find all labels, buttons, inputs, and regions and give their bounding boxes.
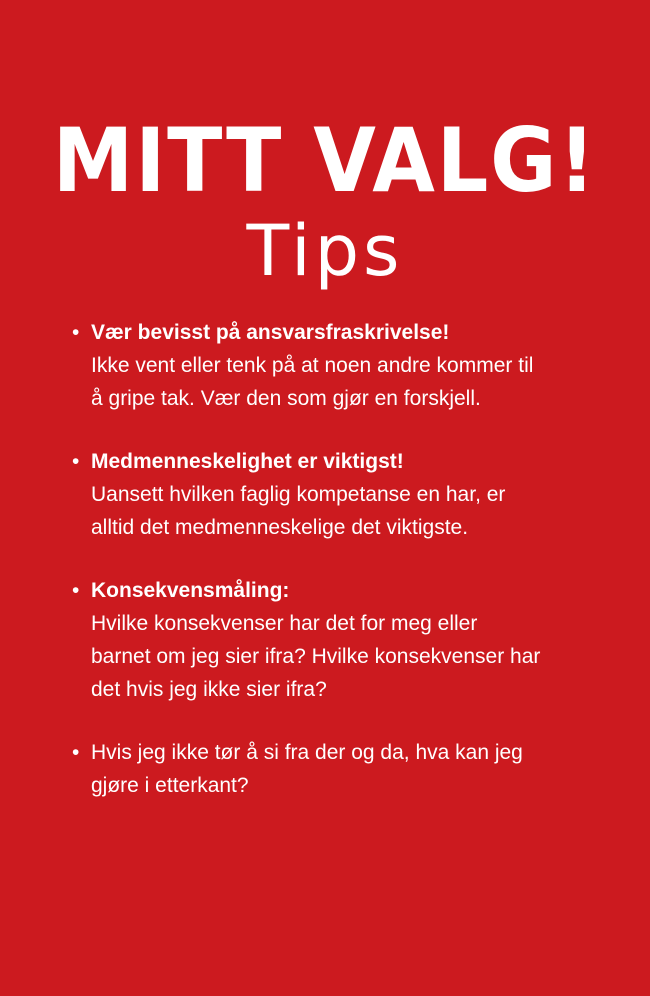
bullet-icon: • — [72, 579, 80, 602]
bullet-icon: • — [72, 321, 80, 344]
tip-body: Ikke vent eller tenk på at noen andre kommer til å gripe tak. Vær den som gjør en forskjell. — [91, 354, 534, 410]
bullet-icon: • — [72, 450, 80, 473]
tip-heading: Vær bevisst på ansvarsfraskrivelse! — [91, 321, 450, 344]
tip-body: Hvis jeg ikke tør å si fra der og da, hva kan jeg gjøre i etterkant? — [91, 741, 523, 797]
tip-item — [72, 574, 542, 706]
tip-heading: Medmenneskelighet er viktigst! — [91, 450, 404, 473]
tips-list — [72, 316, 542, 832]
page-title: MITT VALG! — [52, 108, 598, 212]
page-subtitle: Tips — [246, 210, 404, 293]
tip-item — [72, 445, 542, 544]
bullet-icon: • — [72, 741, 80, 764]
tip-heading: Konsekvensmåling: — [91, 579, 290, 602]
tip-body: Hvilke konsekvenser har det for meg eller barnet om jeg sier ifra? Hvilke konsekvenser har det hvis jeg ikke sier ifra? — [91, 612, 541, 701]
tip-body: Uansett hvilken faglig kompetanse en har, er alltid det medmenneskelige det viktigste. — [91, 483, 506, 539]
tip-item — [72, 316, 542, 415]
tip-item — [72, 736, 542, 802]
